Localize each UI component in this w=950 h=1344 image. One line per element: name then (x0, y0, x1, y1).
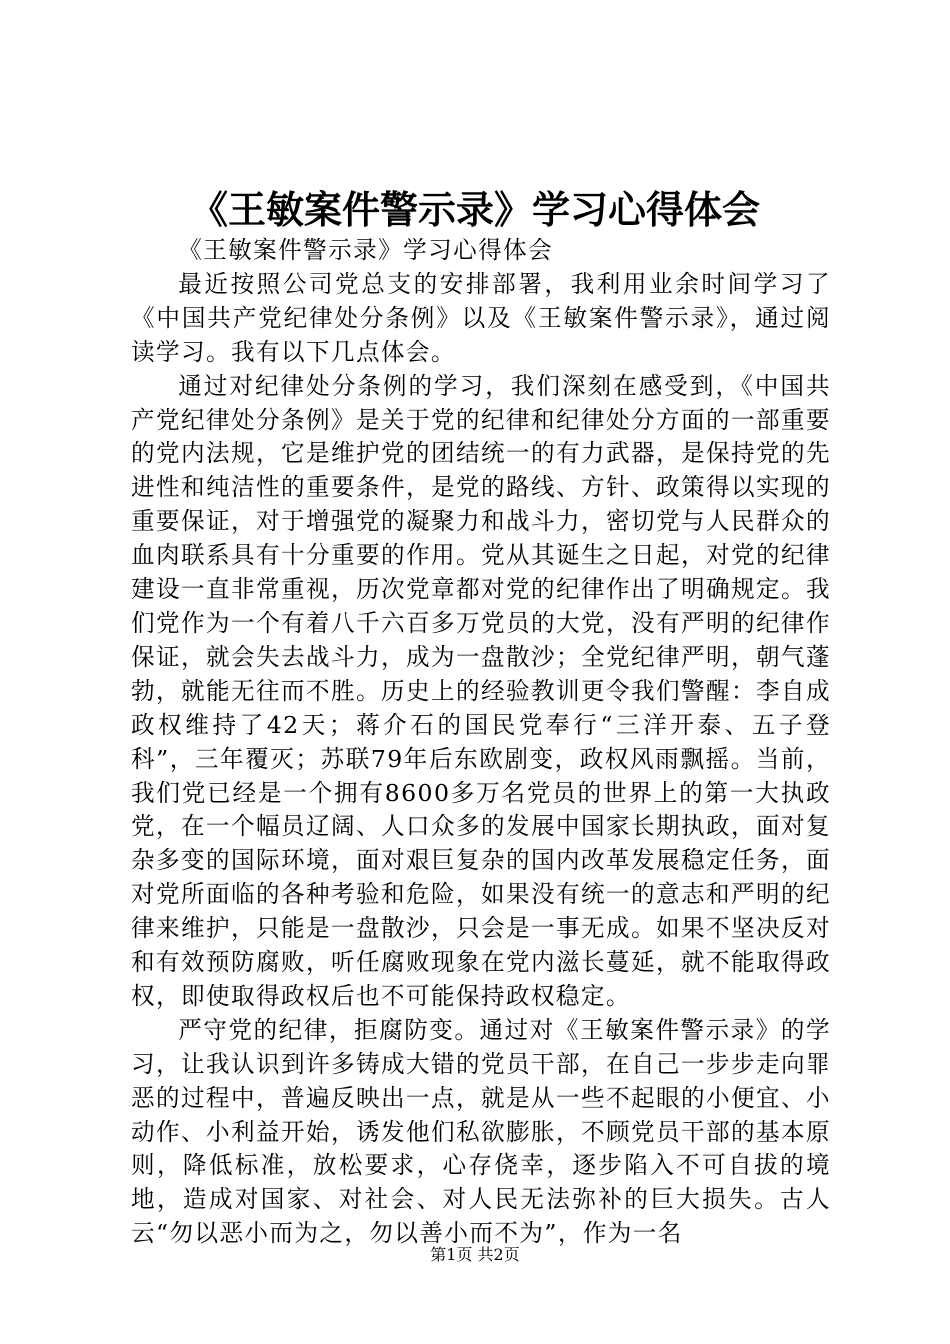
body-paragraph: 最近按照公司党总支的安排部署，我利用业余时间学习了《中国共产党纪律处分条例》以及《王敏案件警示录》，通过阅读学习。我有以下几点体会。 (131, 269, 831, 366)
document-title: 《王敏案件警示录》学习心得体会 (189, 188, 760, 232)
page-footer: 第1页 共2页 (430, 1245, 520, 1264)
body-paragraph: 《王敏案件警示录》学习心得体会 (178, 236, 554, 264)
body-paragraph: 严守党的纪律，拒腐防变。通过对《王敏案件警示录》的学习，让我认识到许多铸成大错的党员干部，在自己一步步走向罪恶的过程中，普遍反映出一点，就是从一些不起眼的小便宜、小动作、小利益开始，诱发他们私欲膨胀，不顾党员干部的基本原则，降低标准，放松要求，心存侥幸，逐步陷入不可自拔的境地，造成对国家、对社会、对人民无法弥补的巨大损失。古人云“勿以恶小而为之，勿以善小而不为”，作为一名 (131, 1015, 831, 1248)
document-body (131, 234, 831, 1251)
body-paragraph: 通过对纪律处分条例的学习，我们深刻在感受到，《中国共产党纪律处分条例》是关于党的纪律和纪律处分方面的一部重要的党内法规，它是维护党的团结统一的有力武器，是保持党的先进性和纯洁性的重要条件，是党的路线、方针、政策得以实现的重要保证，对于增强党的凝聚力和战斗力，密切党与人民群众的血肉联系具有十分重要的作用。党从其诞生之日起，对党的纪律建设一直非常重视，历次党章都对党的纪律作出了明确规定。我们党作为一个有着八千六百多万党员的大党，没有严明的纪律作保证，就会失去战斗力，成为一盘散沙；全党纪律严明，朝气蓬勃，就能无往而不胜。历史上的经验教训更令我们警醒：李自成政权维持了42天；蒋介石的国民党奉行“三洋开泰、五子登科”，三年覆灭；苏联79年后东欧剧变，政权风雨飘摇。当前，我们党已经是一个拥有8600多万名党员的世界上的第一大执政党，在一个幅员辽阔、人口众多的发展中国家长期执政，面对复杂多变的国际环境，面对艰巨复杂的国内改革发展稳定任务，面对党所面临的各种考验和危险，如果没有统一的意志和严明的纪律来维护，只能是一盘散沙，只会是一事无成。如果不坚决反对和有效预防腐败，听任腐败现象在党内滋长蔓延，就不能取得政权，即使取得政权后也不可能保持政权稳定。 (131, 371, 831, 1010)
